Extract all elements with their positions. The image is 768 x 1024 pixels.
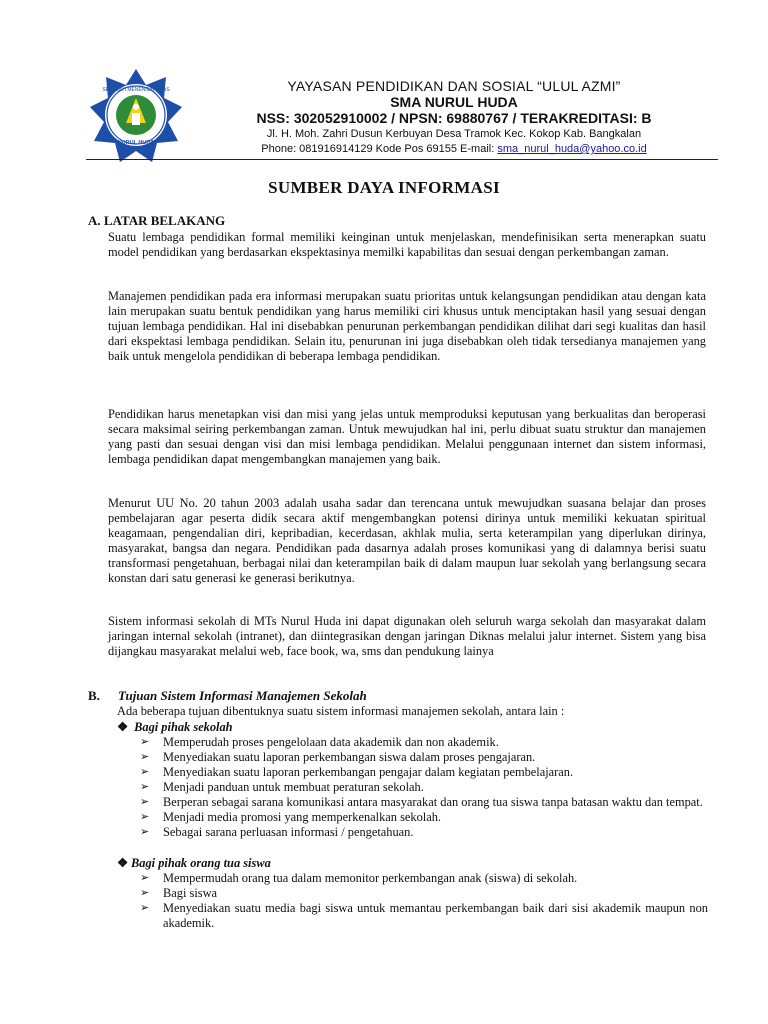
list-item: ➢ Menyediakan suatu laporan perkembangan siswa dalam proses pengajaran.: [140, 750, 536, 764]
list-item: ➢ Memperudah proses pengelolaan data akademik dan non akademik.: [140, 735, 499, 749]
document-title: SUMBER DAYA INFORMASI: [268, 178, 500, 197]
school-logo-icon: [88, 67, 184, 163]
diamond-bullet-icon: ❖: [117, 720, 129, 734]
section-a-heading: A. LATAR BELAKANG: [88, 213, 226, 228]
arrow-bullet-icon: ➢: [140, 826, 150, 838]
arrow-bullet-icon: ➢: [140, 736, 150, 748]
school-identifiers: NSS: 302052910002 / NPSN: 69880767 / TERAKREDITASI: B: [256, 110, 652, 126]
school-goals-list: [140, 735, 708, 840]
paragraph: Pendidikan harus menetapkan visi dan misi yang jelas untuk memproduksi keputusan yang berkualitas dan beroperasi secara maksimal seiring perkembangan zaman. Untuk mewujudkan hal ini, perlu dibuat suatu struktur dan manajemen yang pasti dan sesuai dengan visi dan misi lembaga pendidikan. Melalui penggunaan internet dan sistem informasi, lembaga pendidikan dapat mengembangkan manajemen yang baik.: [108, 407, 706, 466]
school-contact: [190, 142, 718, 156]
list-item: ➢ Menyediakan suatu laporan perkembangan pengajar dalam kegiatan pembelajaran.: [140, 765, 574, 779]
section-b-letter: B.: [88, 688, 100, 703]
list-item: ➢ Sebagai sarana perluasan informasi / pengetahuan.: [140, 825, 414, 839]
diamond-bullet-icon: ❖: [117, 856, 129, 870]
arrow-bullet-icon: ➢: [140, 872, 150, 884]
paragraph: Menurut UU No. 20 tahun 2003 adalah usaha sadar dan terencana untuk mewujudkan suasana belajar dan proses pembelajaran agar peserta didik secara aktif mengembangkan potensi dirinya untuk memiliki kekuatan spiritual keagamaan, pengendalian diri, kepribadian, kecerdasan, akhlak mulia, serta keterampilan yang diperlukan dirinya, masyarakat, bangsa dan negara. Pendidikan pada dasarnya adalah proses komunikasi yang di dalamnya berisi suatu transformasi pengetahuan, berbagai nilai dan keterampilan baik di dalam maupun luar sekolah yang berlangsung secara konstan dari satu generasi ke generasi berikutnya.: [108, 496, 706, 585]
school-address: Jl. H. Moh. Zahri Dusun Kerbuyan Desa Tramok Kec. Kokop Kab. Bangkalan: [266, 128, 642, 140]
arrow-bullet-icon: ➢: [140, 887, 150, 899]
section-b-intro: Ada beberapa tujuan dibentuknya suatu sistem informasi manajemen sekolah, antara lain :: [117, 704, 565, 718]
section-b-heading: Tujuan Sistem Informasi Manajemen Sekolah: [118, 688, 367, 703]
paragraph: Suatu lembaga pendidikan formal memiliki keinginan untuk menjelaskan, mendefinisikan serta menerapkan suatu model pendidikan yang berdasarkan ekspektasinya memilki kapabilitas dan sesuai dengan perkembangan zaman.: [108, 230, 706, 259]
logo-text-bottom: NURUL HUDA: [117, 140, 155, 146]
paragraph: Sistem informasi sekolah di MTs Nurul Huda ini dapat digunakan oleh seluruh warga sekolah dan masyarakat dalam jaringan internal sekolah (intranet), dan diintegrasikan dengan jaringan Diknas melalui jalur internet. Sistem yang bisa dijangkau masyarakat melalui web, face book, wa, sms dan pendukung lainya: [108, 614, 706, 658]
parent-goals-list: [140, 871, 708, 931]
logo-text-top: SEKOLAH MENENGAH ATAS: [102, 87, 170, 93]
list-item: ➢ Bagi siswa: [140, 886, 218, 900]
group-heading-parents: ❖ Bagi pihak orang tua siswa: [117, 856, 271, 870]
list-item: ➢ Menjadi panduan untuk membuat peraturan sekolah.: [140, 780, 424, 794]
arrow-bullet-icon: ➢: [140, 751, 150, 763]
arrow-bullet-icon: ➢: [140, 766, 150, 778]
group-heading-school: ❖ Bagi pihak sekolah: [117, 720, 233, 734]
list-item: ➢ Menyediakan suatu media bagi siswa untuk memantau perkembangan baik dari sisi akademik maupun non akademik.: [140, 901, 708, 930]
letterhead-divider: [86, 159, 718, 160]
arrow-bullet-icon: ➢: [140, 902, 150, 914]
list-item: ➢ Mempermudah orang tua dalam memonitor perkembangan anak (siswa) di sekolah.: [140, 871, 578, 885]
list-item: ➢ Menjadi media promosi yang memperkenalkan sekolah.: [140, 810, 442, 824]
arrow-bullet-icon: ➢: [140, 796, 150, 808]
email-link[interactable]: sma_nurul_huda@yahoo.co.id: [497, 143, 647, 155]
letterhead: [190, 78, 718, 156]
contact-phone: Phone: 081916914129 Kode Pos 69155 E-mail:: [261, 143, 498, 155]
foundation-name: YAYASAN PENDIDIKAN DAN SOSIAL “ULUL AZMI”: [287, 78, 621, 94]
school-name: SMA NURUL HUDA: [390, 94, 518, 110]
arrow-bullet-icon: ➢: [140, 781, 150, 793]
paragraph: Manajemen pendidikan pada era informasi merupakan suatu prioritas untuk kelangsungan pendidikan atau dengan kata lain merupakan suatu bentuk pendidikan yang harus memiliki ciri khusus untuk menciptakan hasil yang sesuai dengan tujuan lembaga pendidikan. Hal ini disebabkan penurunan perkembangan pendidikan dilihat dari segi kualitas dan hasil dari ekspektasi lembaga pendidikan. Selain itu, penurunan ini juga disebabkan oleh tidak tersedianya manajemen yang baik untuk mengelola pendidikan di beberapa lembaga pendidikan.: [108, 289, 706, 363]
list-item: ➢ Berperan sebagai sarana komunikasi antara masyarakat dan orang tua siswa tanpa batasan waktu dan tempat.: [140, 795, 703, 809]
arrow-bullet-icon: ➢: [140, 811, 150, 823]
